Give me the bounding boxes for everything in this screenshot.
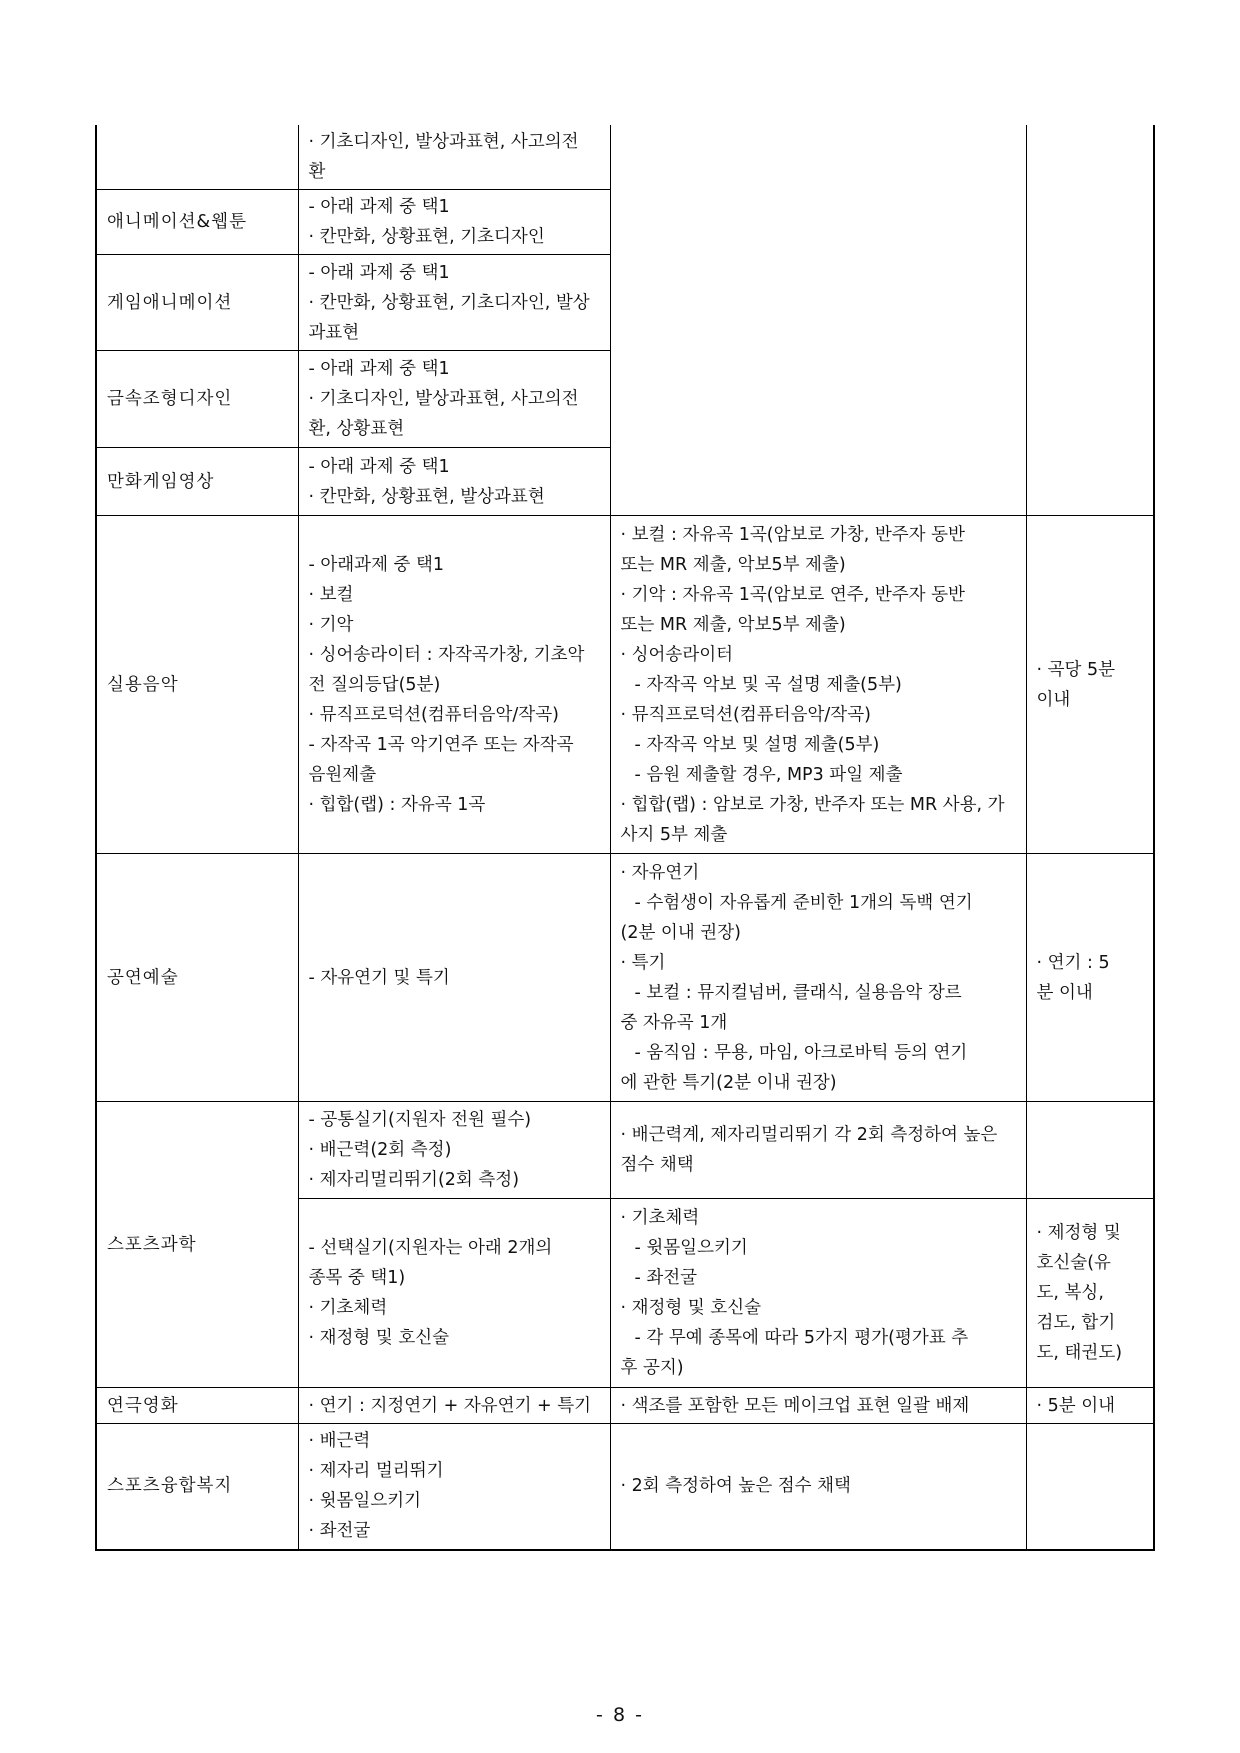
note-line: · 배근력계, 제자리멀리뛰기 각 2회 측정하여 높은 [620, 1125, 998, 1145]
note-line: · 보컬 : 자유곡 1곡(암보로 가창, 반주자 동반 [620, 524, 965, 545]
note-line: - 좌전굴 [634, 1268, 698, 1288]
time-line: · 연기 : 5 [1036, 952, 1110, 973]
task-line: - 아래 과제 중 택1 [308, 456, 450, 477]
note-line: · 기초체력 [620, 1208, 700, 1228]
time-cell [1026, 1199, 1154, 1388]
note-line: 또는 MR 제출, 악보5부 제출) [620, 614, 846, 635]
task-line: - 자작곡 1곡 악기연주 또는 자작곡 [308, 734, 574, 755]
task-cell [298, 190, 610, 255]
task-line: · 배근력(2회 측정) [308, 1140, 452, 1160]
dept-name-cell: 애니메이션&웹툰 [96, 190, 298, 255]
note-line: 후 공지) [620, 1358, 684, 1378]
task-line: · 칸만화, 상황표현, 발상과표현 [308, 486, 545, 507]
dept-name-cell: 금속조형디자인 [96, 351, 298, 448]
task-line: 환, 상황표현 [308, 419, 405, 439]
note-line: - 각 무예 종목에 따라 5가지 평가(평가표 추 [634, 1328, 969, 1348]
table-row [96, 516, 1154, 854]
task-line: 음원제출 [308, 764, 377, 785]
task-line: · 재정형 및 호신술 [308, 1328, 450, 1348]
dept-name-cell: 스포츠융합복지 [96, 1424, 298, 1550]
time-cell [1026, 125, 1154, 516]
time-line: 호신술(유 [1036, 1253, 1111, 1273]
note-line: 또는 MR 제출, 악보5부 제출) [620, 554, 846, 575]
time-cell [1026, 854, 1154, 1102]
task-line: · 배근력 [308, 1431, 371, 1452]
task-cell [298, 351, 610, 448]
task-line: · 칸만화, 상황표현, 기초디자인, 발상 [308, 292, 590, 313]
task-cell [298, 516, 610, 854]
note-line: 사지 5부 제출 [620, 824, 728, 845]
table-row [96, 125, 1154, 190]
time-line: · 5분 이내 [1036, 1395, 1116, 1416]
task-line: 종목 중 택1) [308, 1268, 406, 1288]
note-cell [610, 1199, 1026, 1388]
task-line: - 아래 과제 중 택1 [308, 197, 450, 217]
task-line: 환 [308, 162, 326, 182]
note-cell [610, 1102, 1026, 1199]
note-cell [610, 516, 1026, 854]
note-line: · 기악 : 자유곡 1곡(암보로 연주, 반주자 동반 [620, 584, 965, 605]
dept-name-cell: 게임애니메이션 [96, 255, 298, 351]
task-line: · 기초체력 [308, 1298, 388, 1318]
task-line: 전 질의등답(5분) [308, 674, 441, 695]
note-line: - 음원 제출할 경우, MP3 파일 제출 [634, 764, 903, 785]
task-line: · 보컬 [308, 584, 354, 605]
task-line: · 연기 : 지정연기 + 자유연기 + 특기 [308, 1395, 592, 1416]
table-row [96, 1388, 1154, 1424]
task-line: · 제자리멀리뛰기(2회 측정) [308, 1170, 520, 1190]
note-line: - 움직임 : 무용, 마임, 아크로바틱 등의 연기 [634, 1042, 968, 1063]
task-cell [298, 448, 610, 516]
time-line: 검도, 합기 [1036, 1313, 1116, 1333]
dept-name-cell: 공연예술 [96, 854, 298, 1102]
note-line: · 특기 [620, 952, 666, 973]
table-row [96, 854, 1154, 1102]
task-line: · 싱어송라이터 : 자작곡가창, 기초악 [308, 644, 585, 665]
task-line: · 좌전굴 [308, 1521, 371, 1542]
note-line: 중 자유곡 1개 [620, 1012, 728, 1033]
task-line: · 기악 [308, 614, 354, 635]
time-cell [1026, 516, 1154, 854]
time-line: · 제정형 및 [1036, 1223, 1121, 1243]
note-line: (2분 이내 권장) [620, 922, 741, 943]
task-cell [298, 125, 610, 190]
dept-name-cell: 연극영화 [96, 1388, 298, 1424]
task-line: · 칸만화, 상황표현, 기초디자인 [308, 227, 545, 247]
time-cell [1026, 1388, 1154, 1424]
task-line: - 자유연기 및 특기 [308, 967, 450, 988]
note-line: - 수험생이 자유롭게 준비한 1개의 독백 연기 [634, 892, 973, 913]
task-line: - 공통실기(지원자 전원 필수) [308, 1110, 532, 1130]
task-line: · 힙합(랩) : 자유곡 1곡 [308, 794, 486, 815]
time-line: 이내 [1036, 689, 1071, 710]
note-line: 점수 채택 [620, 1155, 694, 1175]
note-cell [610, 1424, 1026, 1550]
dept-name-cell: 만화게임영상 [96, 448, 298, 516]
page-number: - 8 - [596, 1704, 644, 1726]
note-line: - 자작곡 악보 및 곡 설명 제출(5부) [634, 674, 902, 695]
task-line: - 선택실기(지원자는 아래 2개의 [308, 1238, 553, 1258]
table-row [96, 1424, 1154, 1550]
note-cell [610, 854, 1026, 1102]
task-line: 과표현 [308, 322, 360, 343]
note-line: · 2회 측정하여 높은 점수 채택 [620, 1476, 851, 1497]
time-line: · 곡당 5분 [1036, 659, 1116, 680]
note-cell [610, 125, 1026, 516]
time-cell [1026, 1102, 1154, 1199]
task-line: · 기초디자인, 발상과표현, 사고의전 [308, 389, 579, 409]
dept-name-cell [96, 125, 298, 190]
note-line: · 색조를 포함한 모든 메이크업 표현 일괄 배제 [620, 1395, 970, 1416]
note-line: · 자유연기 [620, 862, 700, 883]
task-cell [298, 1388, 610, 1424]
note-line: - 윗몸일으키기 [634, 1238, 748, 1258]
task-line: · 뮤직프로덕션(컴퓨터음악/작곡) [308, 704, 559, 725]
dept-name-cell: 스포츠과학 [96, 1102, 298, 1388]
exam-requirements-table [95, 125, 1155, 1551]
dept-name-cell: 실용음악 [96, 516, 298, 854]
note-line: · 싱어송라이터 [620, 644, 734, 665]
time-line: 도, 태권도) [1036, 1343, 1123, 1363]
task-line: - 아래 과제 중 택1 [308, 262, 450, 283]
task-cell [298, 1102, 610, 1199]
time-line: 분 이내 [1036, 982, 1093, 1003]
task-line: - 아래과제 중 택1 [308, 554, 445, 575]
task-line: · 제자리 멀리뛰기 [308, 1461, 444, 1482]
time-cell [1026, 1424, 1154, 1550]
note-line: · 뮤직프로덕션(컴퓨터음악/작곡) [620, 704, 871, 725]
task-cell [298, 854, 610, 1102]
note-line: · 힙합(랩) : 암보로 가창, 반주자 또는 MR 사용, 가 [620, 794, 1005, 815]
task-line: · 윗몸일으키기 [308, 1491, 422, 1512]
note-line: 에 관한 특기(2분 이내 권장) [620, 1072, 837, 1093]
task-line: - 아래 과제 중 택1 [308, 359, 450, 379]
note-cell [610, 1388, 1026, 1424]
note-line: - 보컬 : 뮤지컬넘버, 클래식, 실용음악 장르 [634, 982, 962, 1003]
task-cell [298, 255, 610, 351]
task-cell [298, 1199, 610, 1388]
note-line: - 자작곡 악보 및 설명 제출(5부) [634, 734, 880, 755]
time-line: 도, 복싱, [1036, 1283, 1104, 1303]
task-cell [298, 1424, 610, 1550]
task-line: · 기초디자인, 발상과표현, 사고의전 [308, 132, 579, 152]
table-row [96, 1102, 1154, 1199]
note-line: · 재정형 및 호신술 [620, 1298, 762, 1318]
